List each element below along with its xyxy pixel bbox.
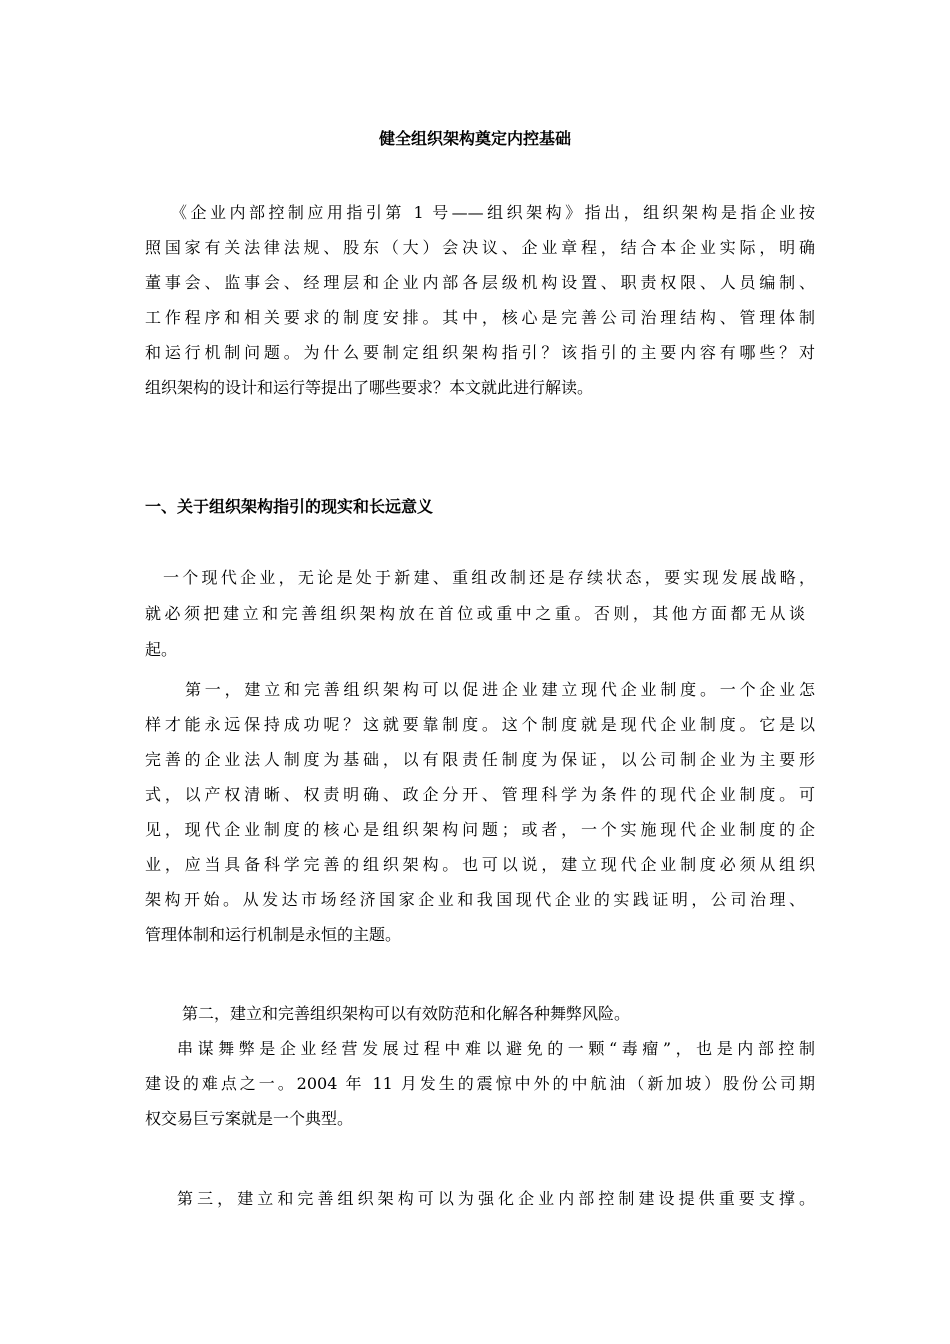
point1-line: 管理体制和运行机制是永恒的主题。 bbox=[145, 925, 402, 944]
point2-line: 权交易巨亏案就是一个典型。 bbox=[145, 1109, 354, 1128]
section1-line: 就必须把建立和完善组织架构放在首位或重中之重。否则，其他方面都无从谈 bbox=[145, 604, 805, 623]
point2-line: 建设的难点之一。2004 年 11 月发生的震惊中外的中航油（新加坡）股份公司期 bbox=[145, 1074, 815, 1093]
document-title: 健全组织架构奠定内控基础 bbox=[378, 129, 571, 148]
intro-line: 和运行机制问题。为什么要制定组织架构指引？该指引的主要内容有哪些？对 bbox=[145, 343, 815, 362]
point3-heading: 第三，建立和完善组织架构可以为强化企业内部控制建设提供重要支撑。 bbox=[177, 1189, 815, 1208]
intro-line: 组织架构的设计和运行等提出了哪些要求？本文就此进行解读。 bbox=[145, 378, 594, 397]
point1-line: 业，应当具备科学完善的组织架构。也可以说，建立现代企业制度必须从组织 bbox=[145, 855, 815, 874]
intro-line: 董事会、监事会、经理层和企业内部各层级机构设置、职责权限、人员编制、 bbox=[145, 273, 815, 292]
point2-heading: 第二，建立和完善组织架构可以有效防范和化解各种舞弊风险。 bbox=[182, 1004, 631, 1023]
point1-line: 完善的企业法人制度为基础，以有限责任制度为保证，以公司制企业为主要形 bbox=[145, 750, 815, 769]
intro-line: 工作程序和相关要求的制度安排。其中，核心是完善公司治理结构、管理体制 bbox=[145, 308, 815, 327]
point1-line: 式，以产权清晰、权责明确、政企分开、管理科学为条件的现代企业制度。可 bbox=[145, 785, 815, 804]
intro-line: 《企业内部控制应用指引第 1 号——组织架构》指出，组织架构是指企业按 bbox=[171, 203, 815, 222]
point2-line: 串谋舞弊是企业经营发展过程中难以避免的一颗“毒瘤”，也是内部控制 bbox=[177, 1039, 815, 1058]
section1-line: 起。 bbox=[145, 640, 178, 659]
point1-line: 样才能永远保持成功呢？这就要靠制度。这个制度就是现代企业制度。它是以 bbox=[145, 715, 815, 734]
point1-line: 见，现代企业制度的核心是组织架构问题；或者，一个实施现代企业制度的企 bbox=[145, 820, 815, 839]
point1-line: 架构开始。从发达市场经济国家企业和我国现代企业的实践证明，公司治理、 bbox=[145, 890, 805, 909]
intro-line: 照国家有关法律法规、股东（大）会决议、企业章程，结合本企业实际，明确 bbox=[145, 238, 815, 257]
point1-line: 第一，建立和完善组织架构可以促进企业建立现代企业制度。一个企业怎 bbox=[185, 680, 815, 699]
section-heading: 一、关于组织架构指引的现实和长远意义 bbox=[145, 497, 434, 516]
section1-line: 一个现代企业，无论是处于新建、重组改制还是存续状态，要实现发展战略， bbox=[163, 568, 815, 587]
